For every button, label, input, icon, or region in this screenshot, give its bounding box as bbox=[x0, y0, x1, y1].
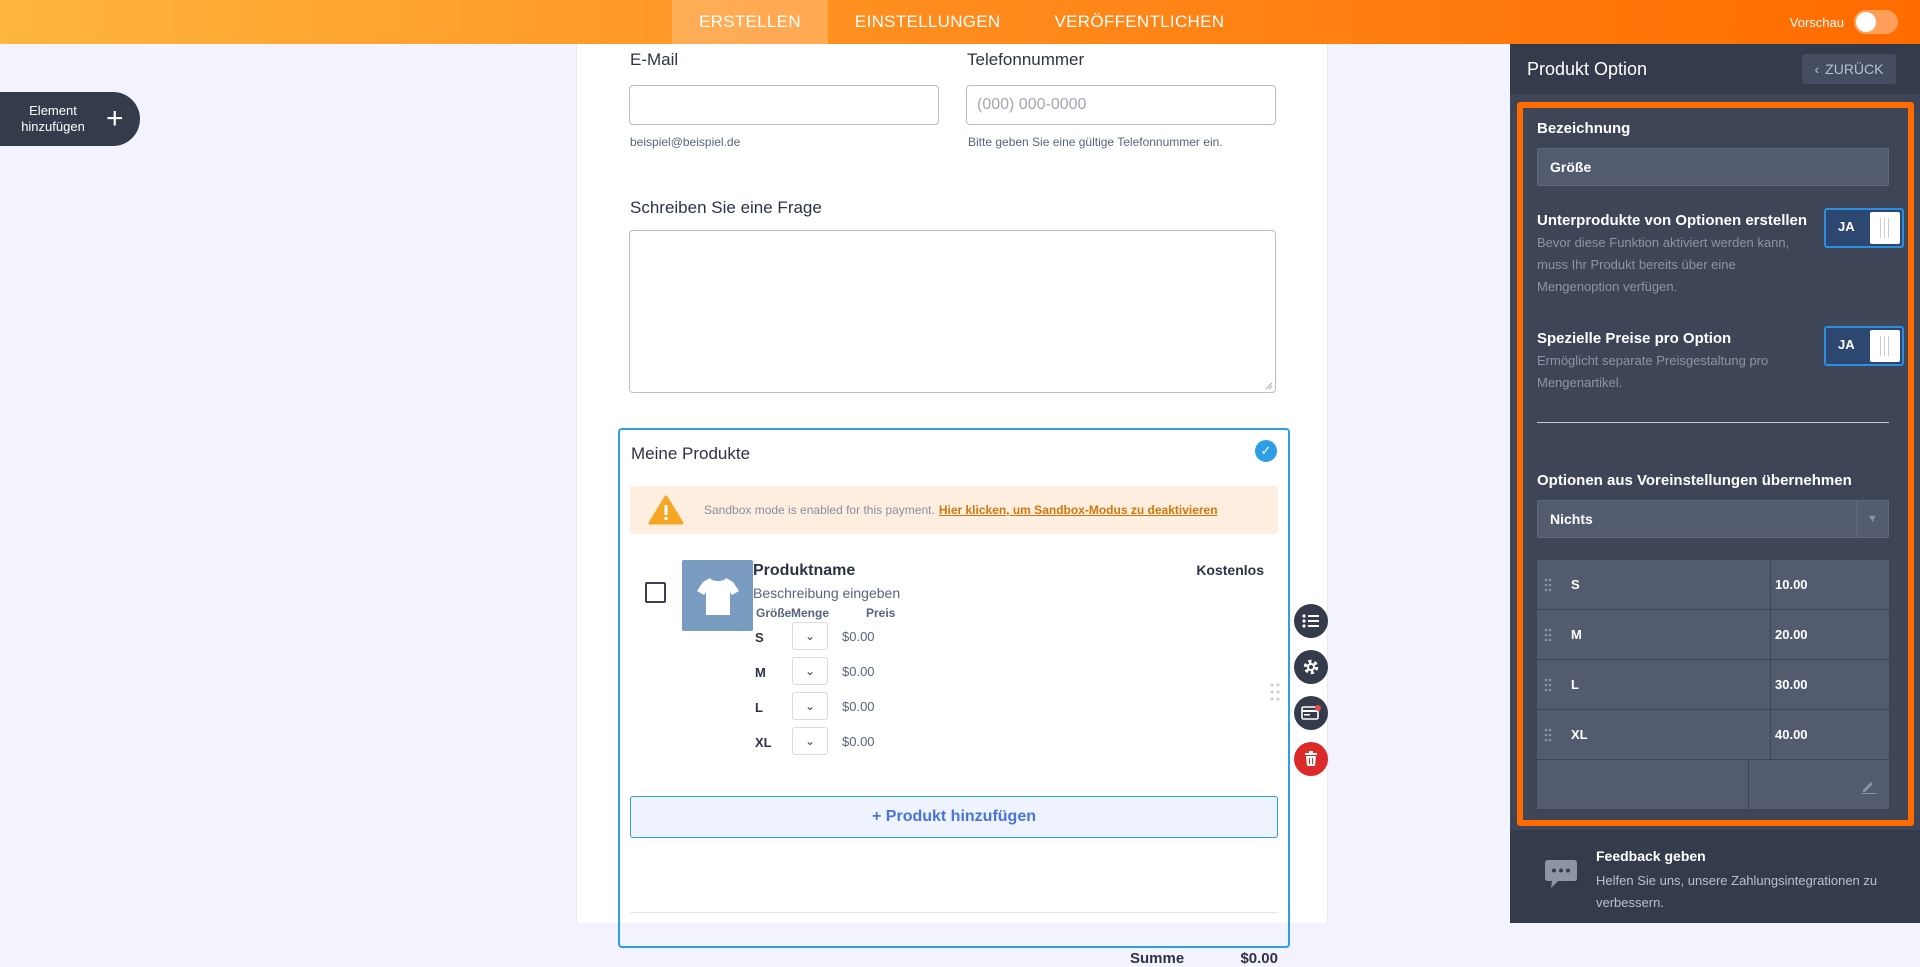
tab-erstellen[interactable]: ERSTELLEN bbox=[672, 0, 828, 44]
drag-handle-icon[interactable] bbox=[1537, 560, 1559, 609]
subproducts-toggle-label: JA bbox=[1838, 219, 1855, 234]
top-nav bbox=[672, 0, 1251, 44]
name-label: Bezeichnung bbox=[1537, 120, 1631, 137]
divider bbox=[630, 912, 1278, 913]
email-label: E-Mail bbox=[630, 50, 679, 69]
trash-icon bbox=[1304, 751, 1318, 767]
pencil-icon bbox=[1861, 778, 1877, 794]
top-bar bbox=[0, 0, 1920, 44]
product-checkbox[interactable] bbox=[645, 582, 666, 603]
panel-header bbox=[1510, 44, 1920, 94]
tshirt-icon bbox=[695, 573, 741, 619]
chevron-left-icon: ‹ bbox=[1814, 61, 1820, 77]
email-input[interactable] bbox=[629, 85, 939, 125]
qty-select-m[interactable]: ⌄ bbox=[792, 657, 828, 685]
add-element-button[interactable] bbox=[0, 92, 140, 146]
name-input[interactable]: Größe bbox=[1537, 148, 1889, 186]
warning-icon bbox=[648, 495, 684, 525]
sum-label: Summe bbox=[1130, 950, 1185, 967]
sum-value: $0.00 bbox=[1240, 950, 1278, 967]
back-button[interactable] bbox=[1802, 54, 1896, 84]
products-widget[interactable] bbox=[618, 428, 1290, 967]
presets-label: Optionen aus Voreinstellungen übernehmen bbox=[1537, 472, 1852, 489]
qty-select-xl[interactable]: ⌄ bbox=[792, 727, 828, 755]
option-row-new bbox=[1537, 760, 1889, 810]
tab-veroeffentlichen[interactable]: VERÖFFENTLICHEN bbox=[1054, 12, 1225, 31]
toggle-knob bbox=[1856, 12, 1876, 32]
presets-select[interactable] bbox=[1537, 500, 1889, 538]
subproducts-toggle[interactable] bbox=[1824, 208, 1904, 248]
email-sublabel: beispiel@beispiel.de bbox=[630, 135, 741, 149]
subproducts-description: Bevor diese Funktion aktiviert werden kann, muss Ihr Produkt bereits über eine Mengenoption verfügen. bbox=[1537, 235, 1790, 294]
presets-select-value: Nichts bbox=[1550, 511, 1593, 527]
option-price-input[interactable]: 30.00 bbox=[1775, 677, 1808, 692]
add-element-label-line1: Element bbox=[29, 103, 77, 118]
phone-label: Telefonnummer bbox=[967, 50, 1085, 69]
row-price-m: $0.00 bbox=[842, 664, 875, 679]
feedback-text: Helfen Sie uns, unsere Zahlungsintegrationen zu verbessern. bbox=[1596, 873, 1878, 910]
panel-divider bbox=[1537, 422, 1889, 423]
drag-handle-icon[interactable] bbox=[1537, 660, 1559, 709]
options-table bbox=[1537, 560, 1889, 810]
sandbox-text: Sandbox mode is enabled for this payment. bbox=[704, 503, 935, 517]
list-icon bbox=[1302, 613, 1320, 629]
row-price-xl: $0.00 bbox=[842, 734, 875, 749]
option-name-input[interactable]: L bbox=[1559, 660, 1771, 709]
tab-einstellungen[interactable]: EINSTELLUNGEN bbox=[854, 12, 1001, 31]
row-size-l: L bbox=[755, 700, 763, 715]
sandbox-notice bbox=[630, 486, 1278, 534]
delete-tool-button[interactable] bbox=[1294, 742, 1328, 776]
special-price-label: Spezielle Preise pro Option bbox=[1537, 330, 1732, 347]
product-price-free: Kostenlos bbox=[1196, 562, 1264, 578]
toggle-knob bbox=[1870, 330, 1900, 362]
row-price-s: $0.00 bbox=[842, 629, 875, 644]
subproducts-label: Unterprodukte von Optionen erstellen bbox=[1537, 212, 1808, 229]
product-option-panel bbox=[1510, 44, 1920, 923]
drag-handle-icon[interactable] bbox=[1270, 682, 1280, 702]
question-textarea[interactable] bbox=[629, 230, 1276, 393]
row-size-m: M bbox=[755, 665, 766, 680]
products-title: Meine Produkte bbox=[631, 444, 751, 463]
row-price-l: $0.00 bbox=[842, 699, 875, 714]
caret-down-icon: ▼ bbox=[1856, 501, 1888, 537]
drag-handle-icon[interactable] bbox=[1537, 610, 1559, 659]
phone-sublabel: Bitte geben Sie eine gültige Telefonnummer ein. bbox=[968, 135, 1223, 149]
qty-select-s[interactable]: ⌄ bbox=[792, 622, 828, 650]
form-canvas bbox=[576, 44, 1328, 967]
question-label: Schreiben Sie eine Frage bbox=[630, 198, 822, 217]
option-price-input[interactable]: 10.00 bbox=[1775, 577, 1808, 592]
element-tools bbox=[1294, 604, 1328, 776]
option-row bbox=[1537, 560, 1889, 610]
new-option-name-input[interactable] bbox=[1537, 760, 1749, 809]
special-price-toggle-label: JA bbox=[1838, 337, 1855, 352]
preview-label: Vorschau bbox=[1789, 14, 1844, 30]
col-price-header: Preis bbox=[866, 606, 896, 620]
col-size-header: Größe bbox=[756, 606, 792, 620]
row-size-s: S bbox=[755, 630, 764, 645]
add-element-label-line2: hinzufügen bbox=[21, 119, 85, 134]
add-element-label bbox=[0, 103, 106, 135]
toggle-knob bbox=[1870, 212, 1900, 244]
option-row bbox=[1537, 710, 1889, 760]
list-tool-button[interactable] bbox=[1294, 604, 1328, 638]
feedback-section[interactable] bbox=[1510, 830, 1920, 923]
new-option-price-input[interactable] bbox=[1749, 760, 1889, 809]
option-name-input[interactable]: M bbox=[1559, 610, 1771, 659]
special-price-description: Ermöglicht separate Preisgestaltung pro Mengenartikel. bbox=[1537, 353, 1769, 390]
selected-check-icon: ✓ bbox=[1255, 440, 1277, 462]
product-name: Produktname bbox=[753, 562, 856, 579]
qty-select-l[interactable]: ⌄ bbox=[792, 692, 828, 720]
option-row bbox=[1537, 660, 1889, 710]
row-size-xl: XL bbox=[755, 735, 772, 750]
option-settings-frame bbox=[1517, 102, 1914, 826]
resize-handle-icon[interactable] bbox=[1265, 382, 1273, 390]
product-description: Beschreibung eingeben bbox=[753, 585, 901, 601]
sandbox-disable-link[interactable]: Hier klicken, um Sandbox-Modus zu deaktivieren bbox=[938, 503, 1218, 517]
add-product-button[interactable]: + Produkt hinzufügen bbox=[630, 796, 1278, 838]
option-row bbox=[1537, 610, 1889, 660]
settings-tool-button[interactable] bbox=[1294, 650, 1328, 684]
col-qty-header: Menge bbox=[791, 606, 830, 620]
product-image bbox=[682, 560, 753, 631]
phone-input[interactable]: (000) 000-0000 bbox=[966, 85, 1276, 125]
option-name-input[interactable]: S bbox=[1559, 560, 1771, 609]
plus-icon: + bbox=[106, 102, 124, 135]
option-price-input[interactable]: 20.00 bbox=[1775, 627, 1808, 642]
drag-handle-icon[interactable] bbox=[1537, 710, 1559, 759]
panel-title: Produkt Option bbox=[1527, 59, 1648, 79]
payment-card-icon bbox=[1301, 705, 1321, 721]
feedback-title: Feedback geben bbox=[1596, 848, 1706, 864]
option-name-input[interactable]: XL bbox=[1559, 710, 1771, 759]
payment-tool-button[interactable] bbox=[1294, 696, 1328, 730]
chat-bubble-icon bbox=[1544, 858, 1578, 890]
preview-control bbox=[1790, 0, 1898, 44]
gear-icon bbox=[1302, 658, 1320, 676]
preview-toggle[interactable] bbox=[1854, 10, 1898, 34]
back-button-label: ZURÜCK bbox=[1825, 61, 1884, 77]
special-price-toggle[interactable] bbox=[1824, 326, 1904, 366]
option-price-input[interactable]: 40.00 bbox=[1775, 727, 1808, 742]
